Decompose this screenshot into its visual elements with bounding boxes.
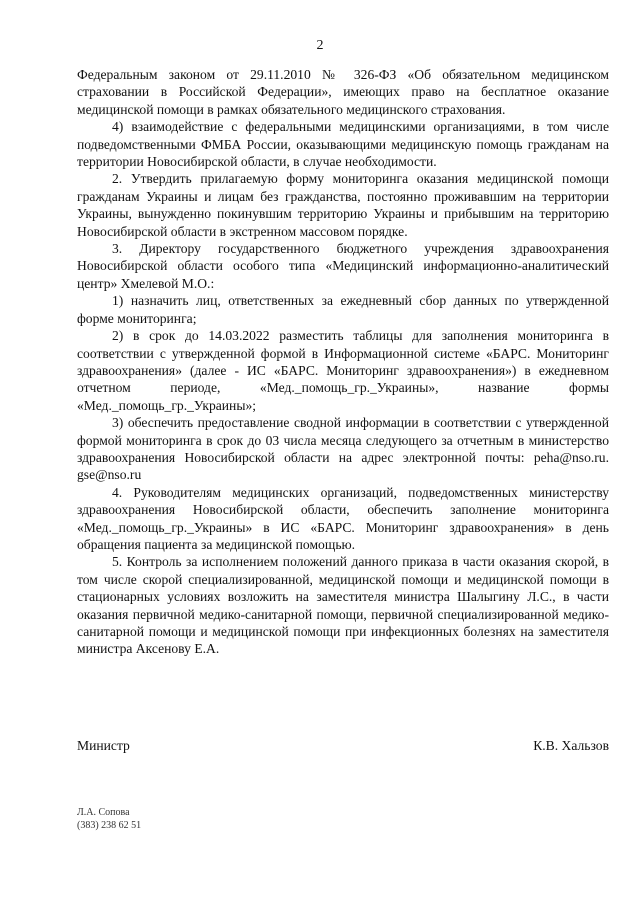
page-number: 2 [316,38,324,53]
paragraph: 2. Утвердить прилагаемую форму мониторинга оказания медицинской помощи гражданам Украины и лицам без гражданства, постоянно проживавшим на территории Украины, вынужденно покинувшим территорию Украины и прибывшим на территорию Новосибирской области в экстренном массовом порядке. [77,171,609,239]
author-name: Л.А. Сопова [77,807,130,818]
paragraph: 3. Директору государственного бюджетного учреждения здравоохранения Новосибирской области особого типа «Медицинский информационно-аналитический центр» Хмелевой М.О.: [77,241,609,291]
footer-contact [77,806,141,832]
paragraph: 2) в срок до 14.03.2022 разместить таблицы для заполнения мониторинга в соответствии с утвержденной формой в Информационной системе «БАРС. Мониторинг здравоохранения» (далее - ИС «БАРС. Мониторинг здравоохранения») в ежедневном отчетном периоде, «Мед._помощь_гр._Украины», название формы «Мед._помощь_гр._Украины»; [77,328,609,413]
author-phone: (383) 238 62 51 [77,820,142,831]
signatory-title: Министр [77,738,130,753]
paragraph: 5. Контроль за исполнением положений данного приказа в части оказания скорой, в том числе скорой специализированной, медицинской помощи и медицинской помощи в стационарных условиях возложить на заместителя министра Шалыгину Л.С., в части оказания первичной медико-санитарной помощи, первичной специализированной медико-санитарной помощи и медицинской помощи при инфекционных болезнях на заместителя министра Аксенову Е.А. [77,554,609,657]
document-body [77,66,609,658]
paragraph: 4. Руководителям медицинских организаций, подведомственных министерству здравоохранения Новосибирской области, обеспечить заполнение мониторинга «Мед._помощь_гр._Украины» в ИС «БАРС. Мониторинг здравоохранения» в день обращения пациента за медицинской помощью. [77,484,609,552]
paragraph: Федеральным законом от 29.11.2010 № 326-ФЗ «Об обязательном медицинском страховании в Российской Федерации», имеющих право на бесплатное оказание медицинской помощи в рамках обязательного медицинского страхования. [77,67,609,117]
paragraph: 4) взаимодействие с федеральными медицинскими организациями, в том числе подведомственными ФМБА России, оказывающими медицинскую помощь гражданам на территории Новосибирской области, в случае необходимости. [77,119,609,170]
paragraph: 1) назначить лиц, ответственных за ежедневный сбор данных по утвержденной форме мониторинга; [77,293,609,326]
signatory-name: К.В. Хальзов [533,738,609,753]
paragraph: 3) обеспечить предоставление сводной информации в соответствии с утвержденной формой мониторинга в срок до 03 числа месяца следующего за отчетным в министерство здравоохранения Новосибирской области на адрес электронной почты: peha@nso.ru. gse@nso.ru [77,415,609,483]
